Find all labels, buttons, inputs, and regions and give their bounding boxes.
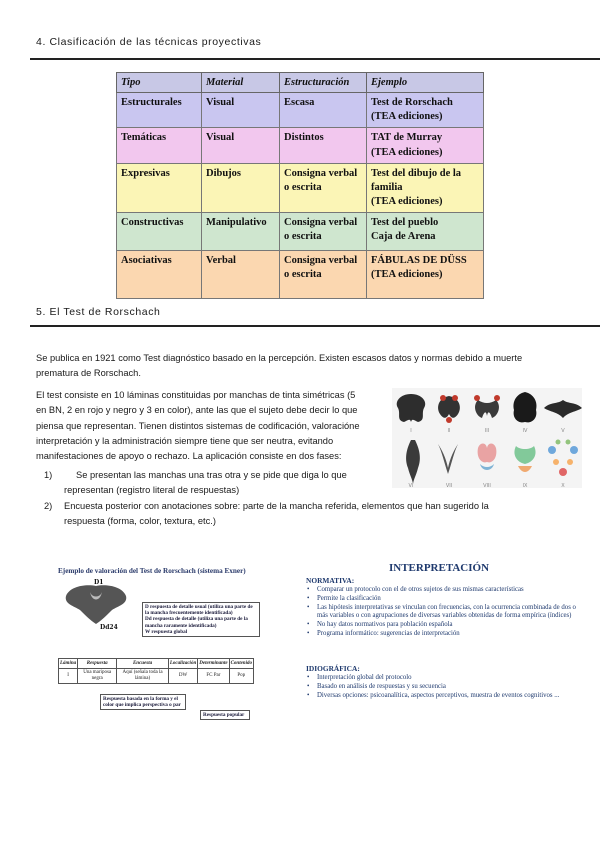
cell-ejemplo <box>367 128 484 163</box>
exner-cell: FC Par <box>198 669 229 684</box>
plate-label: IX <box>522 483 528 488</box>
plate-label: IV <box>522 428 528 434</box>
exner-table-header <box>59 659 254 669</box>
paragraph-line: Se publica en 1921 como Test diagnóstico basado en la percepción. Existen escasos datos y normas debido a muerte <box>36 353 523 363</box>
cell-ejemplo <box>367 163 484 213</box>
exner-header: Localización <box>168 659 197 669</box>
normativa-label: NORMATIVA: <box>306 576 355 585</box>
blot-label-bottom: Dd24 <box>100 624 118 630</box>
ejemplo-line: Test de Rorschach <box>371 97 453 108</box>
exner-header: Respuesta <box>78 659 117 669</box>
cell-tipo: Asociativas <box>117 251 202 299</box>
exner-code: D respuesta de detalle usual (utiliza una parte de la mancha frecuentemente identificada) <box>145 604 253 617</box>
inkblot-plate <box>397 394 425 422</box>
paragraph-line: interpretación y la administración siempre tiene que ser neutra, evitando <box>36 435 334 446</box>
plate-label: X <box>561 483 565 488</box>
table-header-row <box>117 73 484 93</box>
blot-label-top: D1 <box>94 579 104 586</box>
exner-determinant-note: Respuesta basada en la forma y el color que implica perspectiva o par <box>100 694 186 710</box>
exner-header: Contenido <box>229 659 253 669</box>
exner-cell: Pop <box>229 669 253 684</box>
exner-cell: Una mariposa negra <box>78 669 117 684</box>
cell-material: Visual <box>202 93 280 128</box>
cell-tipo: Temáticas <box>117 128 202 163</box>
plate-label: II <box>447 428 451 434</box>
plate-label: VIII <box>483 483 491 488</box>
section-4-heading: 4. Clasificación de las técnicas proyectivas <box>36 36 262 48</box>
cell-material: Visual <box>202 128 280 163</box>
exner-header: Lámina <box>59 659 78 669</box>
cell-tipo: Constructivas <box>117 213 202 251</box>
cell-estructuracion: Consigna verbal o escrita <box>280 163 367 213</box>
normativa-list <box>306 586 576 639</box>
list-item <box>44 499 544 531</box>
inkblot-plate <box>478 444 497 471</box>
cell-ejemplo <box>367 93 484 128</box>
cell-ejemplo: FÁBULAS DE DÜSS (TEA ediciones) <box>367 251 484 299</box>
table-row <box>117 93 484 128</box>
exner-table-row <box>59 669 254 684</box>
ejemplo-line: Test del pueblo <box>371 217 439 229</box>
inkblot-plate <box>474 395 500 418</box>
table-row <box>117 251 484 299</box>
exner-popular-note: Respuesta popular <box>200 710 250 720</box>
plate-label: VI <box>408 483 414 488</box>
ejemplo-line: (TEA ediciones) <box>371 146 443 158</box>
list-line: Encuesta posterior con anotaciones sobre: parte de la mancha referida, elementos que han sugerido la <box>64 501 489 511</box>
exner-header: Encuesta <box>117 659 169 669</box>
ejemplo-line: TAT de Murray <box>371 132 443 144</box>
table-row <box>117 128 484 163</box>
plate-label: VII <box>445 483 453 488</box>
cell-material: Manipulativo <box>202 213 280 251</box>
cell-ejemplo <box>367 213 484 251</box>
cell-tipo: Expresivas <box>117 163 202 213</box>
list-item: • Permite la clasificación <box>306 595 576 603</box>
cell-material: Dibujos <box>202 163 280 213</box>
interpretacion-figure <box>300 560 578 740</box>
exner-cell: Aquí (señala toda la lámina) <box>117 669 169 684</box>
list-line: Se presentan las manchas una tras otra y se pide que diga lo que <box>76 470 347 480</box>
exner-table <box>58 658 254 684</box>
plate-label: III <box>484 428 490 434</box>
header-ejemplo: Ejemplo <box>367 73 484 93</box>
inkblot-plate <box>438 444 458 474</box>
list-item: • Comparar un protocolo con el de otros sujetos de sus mismas características <box>306 586 576 594</box>
paragraph-line: en BN, 2 en rojo y negro y 3 en color), ante las que el sujeto debe decir lo que <box>36 405 358 416</box>
idiografica-list <box>306 674 576 701</box>
techniques-table <box>116 72 484 299</box>
list-line: respuesta (forma, color, textura, etc.) <box>64 516 216 527</box>
list-line: representan (registro literal de respuestas) <box>64 485 240 496</box>
list-item: • Interpretación global del protocolo <box>306 674 576 682</box>
paragraph-line: manifestaciones de apoyo o rechazo. La aplicación consiste en dos fases: <box>36 451 342 462</box>
table-row <box>117 213 484 251</box>
exner-code: W respuesta global <box>145 628 188 635</box>
section-4-rule <box>30 58 600 60</box>
exner-cell: DW <box>168 669 197 684</box>
cell-estructuracion: Escasa <box>280 93 367 128</box>
paragraph-line: El test consiste en 10 láminas constituidas por manchas de tinta simétricas (5 <box>36 390 356 400</box>
inkblot-plate <box>514 446 535 472</box>
section-5-heading: 5. El Test de Rorschach <box>36 306 161 318</box>
exner-example-figure <box>52 564 276 722</box>
cell-tipo: Estructurales <box>117 93 202 128</box>
section-5-rule <box>30 325 600 327</box>
exner-header: Determinante <box>198 659 229 669</box>
exner-cell: I <box>59 669 78 684</box>
list-item: • Las hipótesis interpretativas se vinculan con frecuencias, con la ocurrencia combinada de dos o más variables o con agrupaciones de diversas variables obtenidas de forma empírica (índices) <box>306 604 576 621</box>
cell-estructuracion: Consigna verbal o escrita <box>280 213 367 251</box>
list-item: • Basado en análisis de respuestas y su secuencia <box>306 683 576 691</box>
exner-code: Dd respuesta de detalle (utiliza una parte de la mancha raramente identificada) <box>145 616 248 629</box>
cell-estructuracion: Distintos <box>280 128 367 163</box>
cell-estructuracion: Consigna verbal o escrita <box>280 251 367 299</box>
list-item: • No hay datos normativos para población española <box>306 621 576 629</box>
table-row <box>117 163 484 213</box>
intro-paragraph <box>36 351 566 382</box>
list-item: • Diversas opciones: psicoanalítica, aspectos perceptivos, muestra de eventos cognitivos ... <box>306 692 576 700</box>
header-material: Material <box>202 73 280 93</box>
ejemplo-line: (TEA ediciones) <box>371 111 443 123</box>
description-paragraph <box>36 388 388 464</box>
inkblot-plate <box>513 392 536 422</box>
plate-label: I <box>410 428 412 434</box>
list-number: 2) <box>44 501 53 511</box>
exner-title: Ejemplo de valoración del Test de Rorschach (sistema Exner) <box>58 567 246 575</box>
inkblot-plate <box>438 395 460 423</box>
ejemplo-line: (TEA ediciones) <box>371 196 443 208</box>
rorschach-plates-image <box>392 388 582 488</box>
idiografica-label: IDIOGRÁFICA: <box>306 664 360 673</box>
inkblot-plates <box>392 388 582 488</box>
ejemplo-line: Test del dibujo de la familia <box>371 167 462 193</box>
cell-material: Verbal <box>202 251 280 299</box>
inkblot-plate <box>548 440 578 477</box>
exner-inkblot <box>60 576 132 630</box>
paragraph-line: piensa que representan. Tienen distintos sistemas de codificación, valoracióne <box>36 420 360 431</box>
list-number: 1) <box>44 470 53 480</box>
plate-label: V <box>561 428 565 434</box>
inkblot-plate <box>406 440 420 484</box>
list-item: • Programa informático: sugerencias de interpretación <box>306 630 576 638</box>
paragraph-line: prematura de Rorschach. <box>36 368 141 379</box>
ejemplo-line: Caja de Arena <box>371 231 436 243</box>
header-estructuracion: Estructuración <box>280 73 367 93</box>
inkblot-plate <box>544 400 582 418</box>
header-tipo: Tipo <box>117 73 202 93</box>
exner-codes-note <box>142 602 260 637</box>
interpretacion-title: INTERPRETACIÓN <box>388 562 490 574</box>
